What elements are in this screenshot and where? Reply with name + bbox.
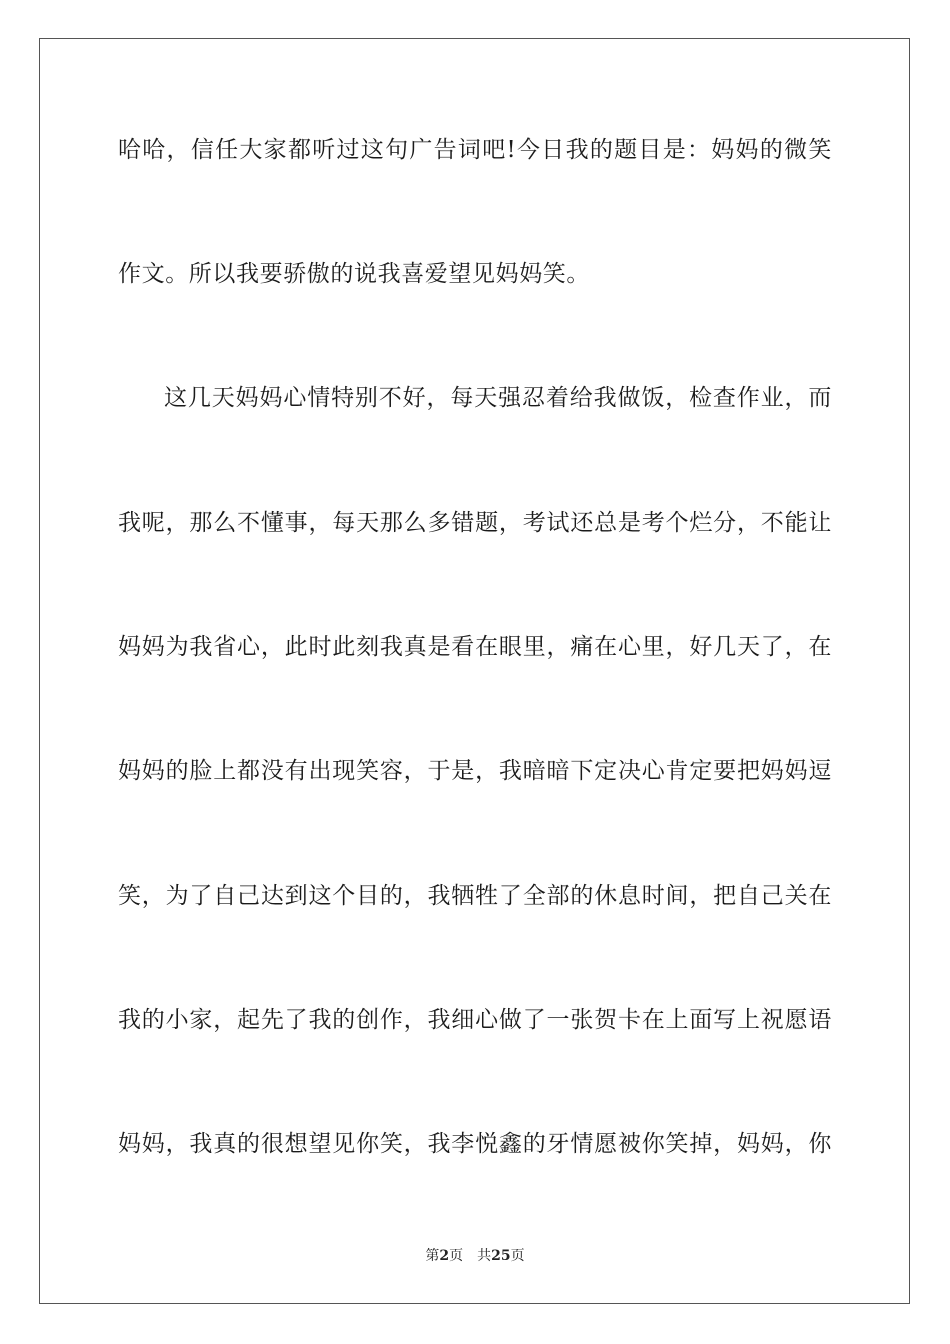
page-suffix: 页	[449, 1248, 464, 1264]
text-line-8: 我的小家，起先了我的创作，我细心做了一张贺卡在上面写上祝愿语	[118, 1007, 832, 1033]
text-line-2: 作文。所以我要骄傲的说我喜爱望见妈妈笑。	[118, 261, 590, 287]
total-suffix: 页	[510, 1248, 525, 1264]
page-footer	[0, 1246, 950, 1266]
total-pages: 25	[491, 1248, 511, 1264]
text-line-7: 笑，为了自己达到这个目的，我牺牲了全部的休息时间，把自己关在	[118, 883, 832, 909]
text-line-6: 妈妈的脸上都没有出现笑容，于是，我暗暗下定决心肯定要把妈妈逗	[118, 758, 832, 784]
page-prefix: 第	[425, 1248, 440, 1264]
text-line-5: 妈妈为我省心，此时此刻我真是看在眼里，痛在心里，好几天了，在	[118, 634, 832, 660]
total-prefix: 共	[477, 1248, 492, 1264]
text-line-4: 我呢，那么不懂事，每天那么多错题，考试还总是考个烂分，不能让	[118, 510, 832, 536]
page-number: 2	[439, 1248, 450, 1264]
text-line-3: 这几天妈妈心情特别不好，每天强忍着给我做饭，检查作业，而	[164, 385, 832, 411]
text-line-1: 哈哈，信任大家都听过这句广告词吧!今日我的题目是：妈妈的微笑	[118, 137, 832, 163]
page-border	[39, 38, 910, 1304]
text-line-9: 妈妈，我真的很想望见你笑，我李悦鑫的牙情愿被你笑掉，妈妈，你	[118, 1131, 832, 1157]
